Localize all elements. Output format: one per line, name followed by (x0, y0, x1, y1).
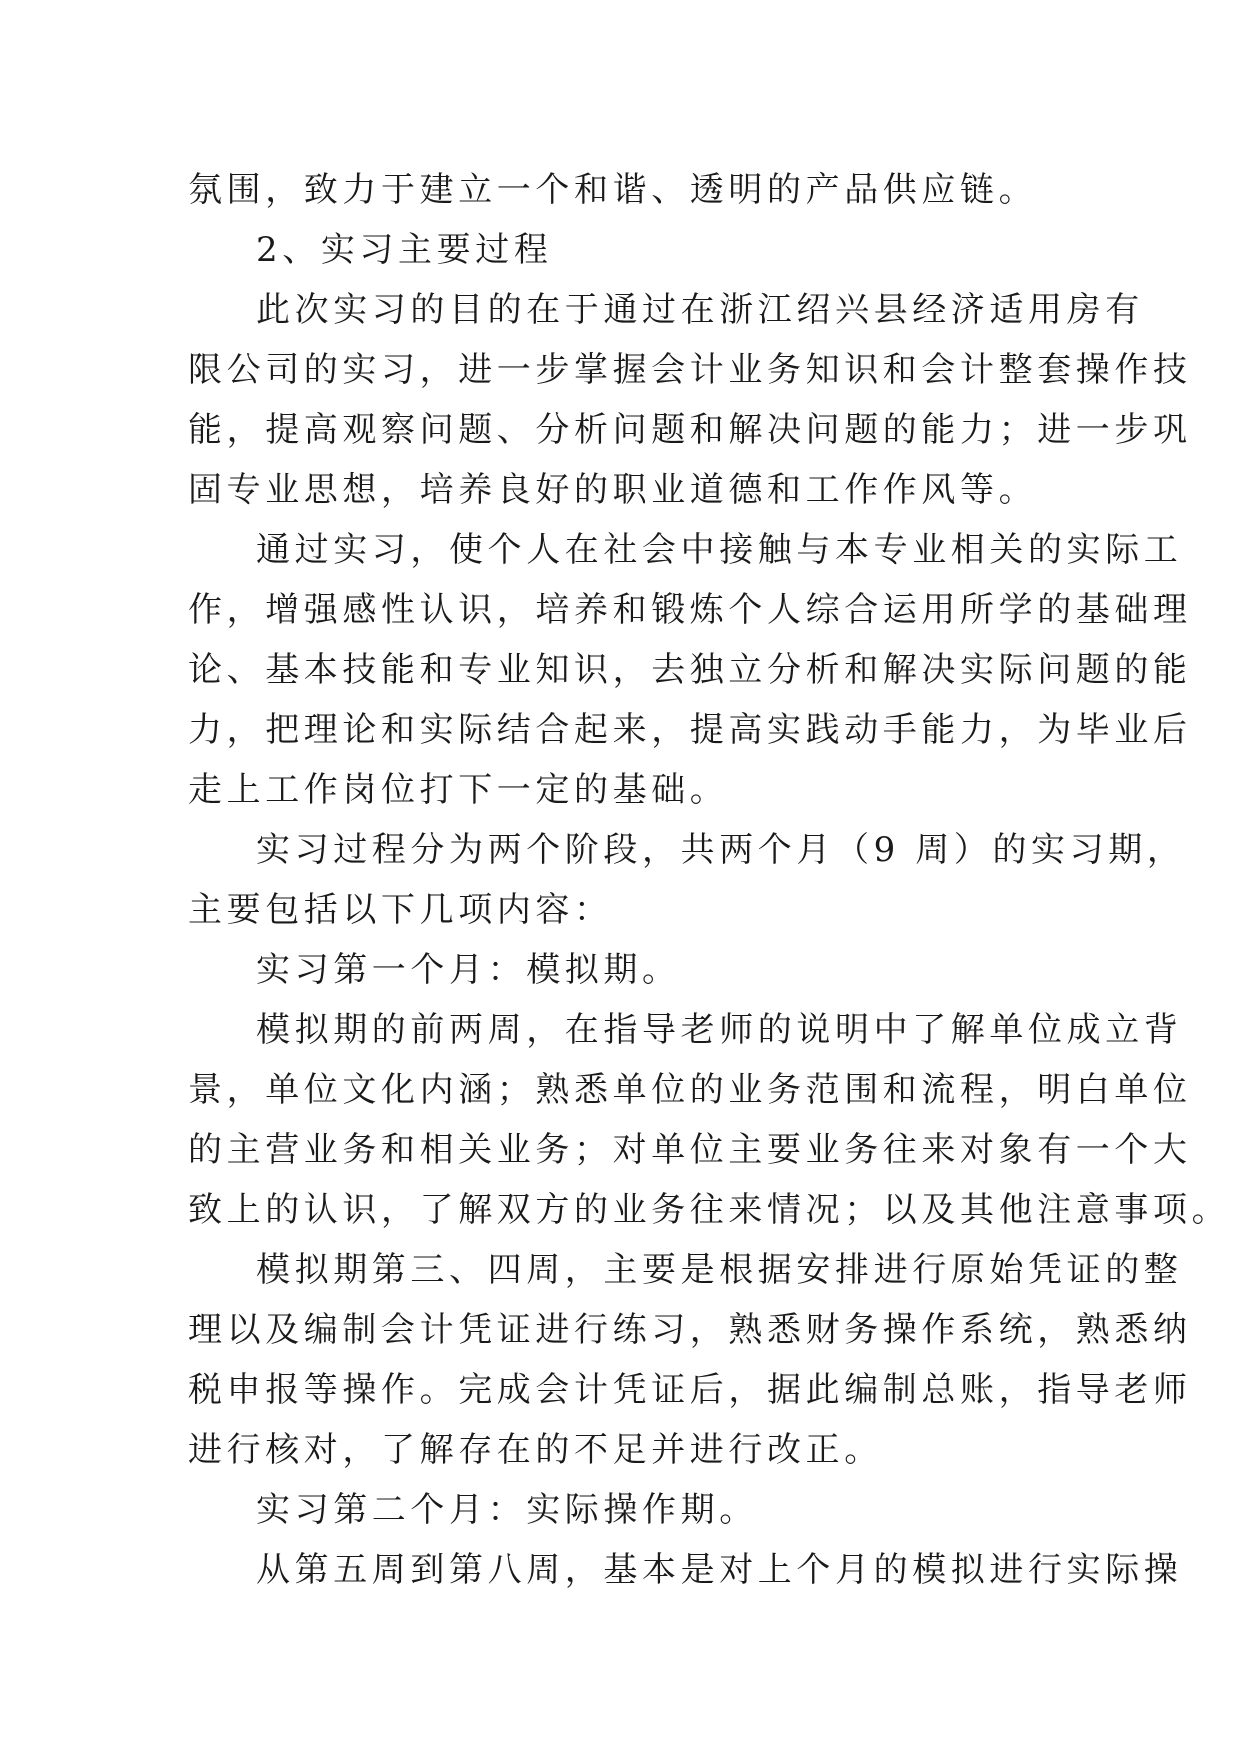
text-line: 进行核对，了解存在的不足并进行改正。 (188, 1430, 883, 1470)
text-line: 理以及编制会计凭证进行练习，熟悉财务操作系统，熟悉纳 (188, 1310, 1192, 1350)
text-line: 实习第二个月：实际操作期。 (256, 1490, 758, 1530)
text-line: 税申报等操作。完成会计凭证后，据此编制总账，指导老师 (188, 1370, 1192, 1410)
text-line: 的主营业务和相关业务；对单位主要业务往来对象有一个大 (188, 1130, 1192, 1170)
text-line: 力，把理论和实际结合起来，提高实践动手能力，为毕业后 (188, 710, 1192, 750)
section-heading: 2、实习主要过程 (256, 230, 553, 270)
text-line: 主要包括以下几项内容： (188, 890, 613, 930)
text-line: 论、基本技能和专业知识，去独立分析和解决实际问题的能 (188, 650, 1192, 690)
text-line: 限公司的实习，进一步掌握会计业务知识和会计整套操作技 (188, 350, 1192, 390)
text-line: 致上的认识，了解双方的业务往来情况；以及其他注意事项。 (188, 1190, 1231, 1230)
text-line: 氛围，致力于建立一个和谐、透明的产品供应链。 (188, 170, 1038, 210)
text-line: 通过实习，使个人在社会中接触与本专业相关的实际工 (256, 530, 1183, 570)
text-line: 此次实习的目的在于通过在浙江绍兴县经济适用房有 (256, 290, 1144, 330)
text-line: 实习过程分为两个阶段，共两个月（9 周）的实习期， (256, 830, 1186, 870)
text-line: 作，增强感性认识，培养和锻炼个人综合运用所学的基础理 (188, 590, 1192, 630)
text-line: 实习第一个月：模拟期。 (256, 950, 681, 990)
text-line: 走上工作岗位打下一定的基础。 (188, 770, 729, 810)
text-line: 模拟期的前两周，在指导老师的说明中了解单位成立背 (256, 1010, 1183, 1050)
text-line: 模拟期第三、四周，主要是根据安排进行原始凭证的整 (256, 1250, 1183, 1290)
text-line: 能，提高观察问题、分析问题和解决问题的能力；进一步巩 (188, 410, 1192, 450)
text-line: 从第五周到第八周，基本是对上个月的模拟进行实际操 (256, 1550, 1183, 1590)
text-line: 景，单位文化内涵；熟悉单位的业务范围和流程，明白单位 (188, 1070, 1192, 1110)
text-line: 固专业思想，培养良好的职业道德和工作作风等。 (188, 470, 1038, 510)
